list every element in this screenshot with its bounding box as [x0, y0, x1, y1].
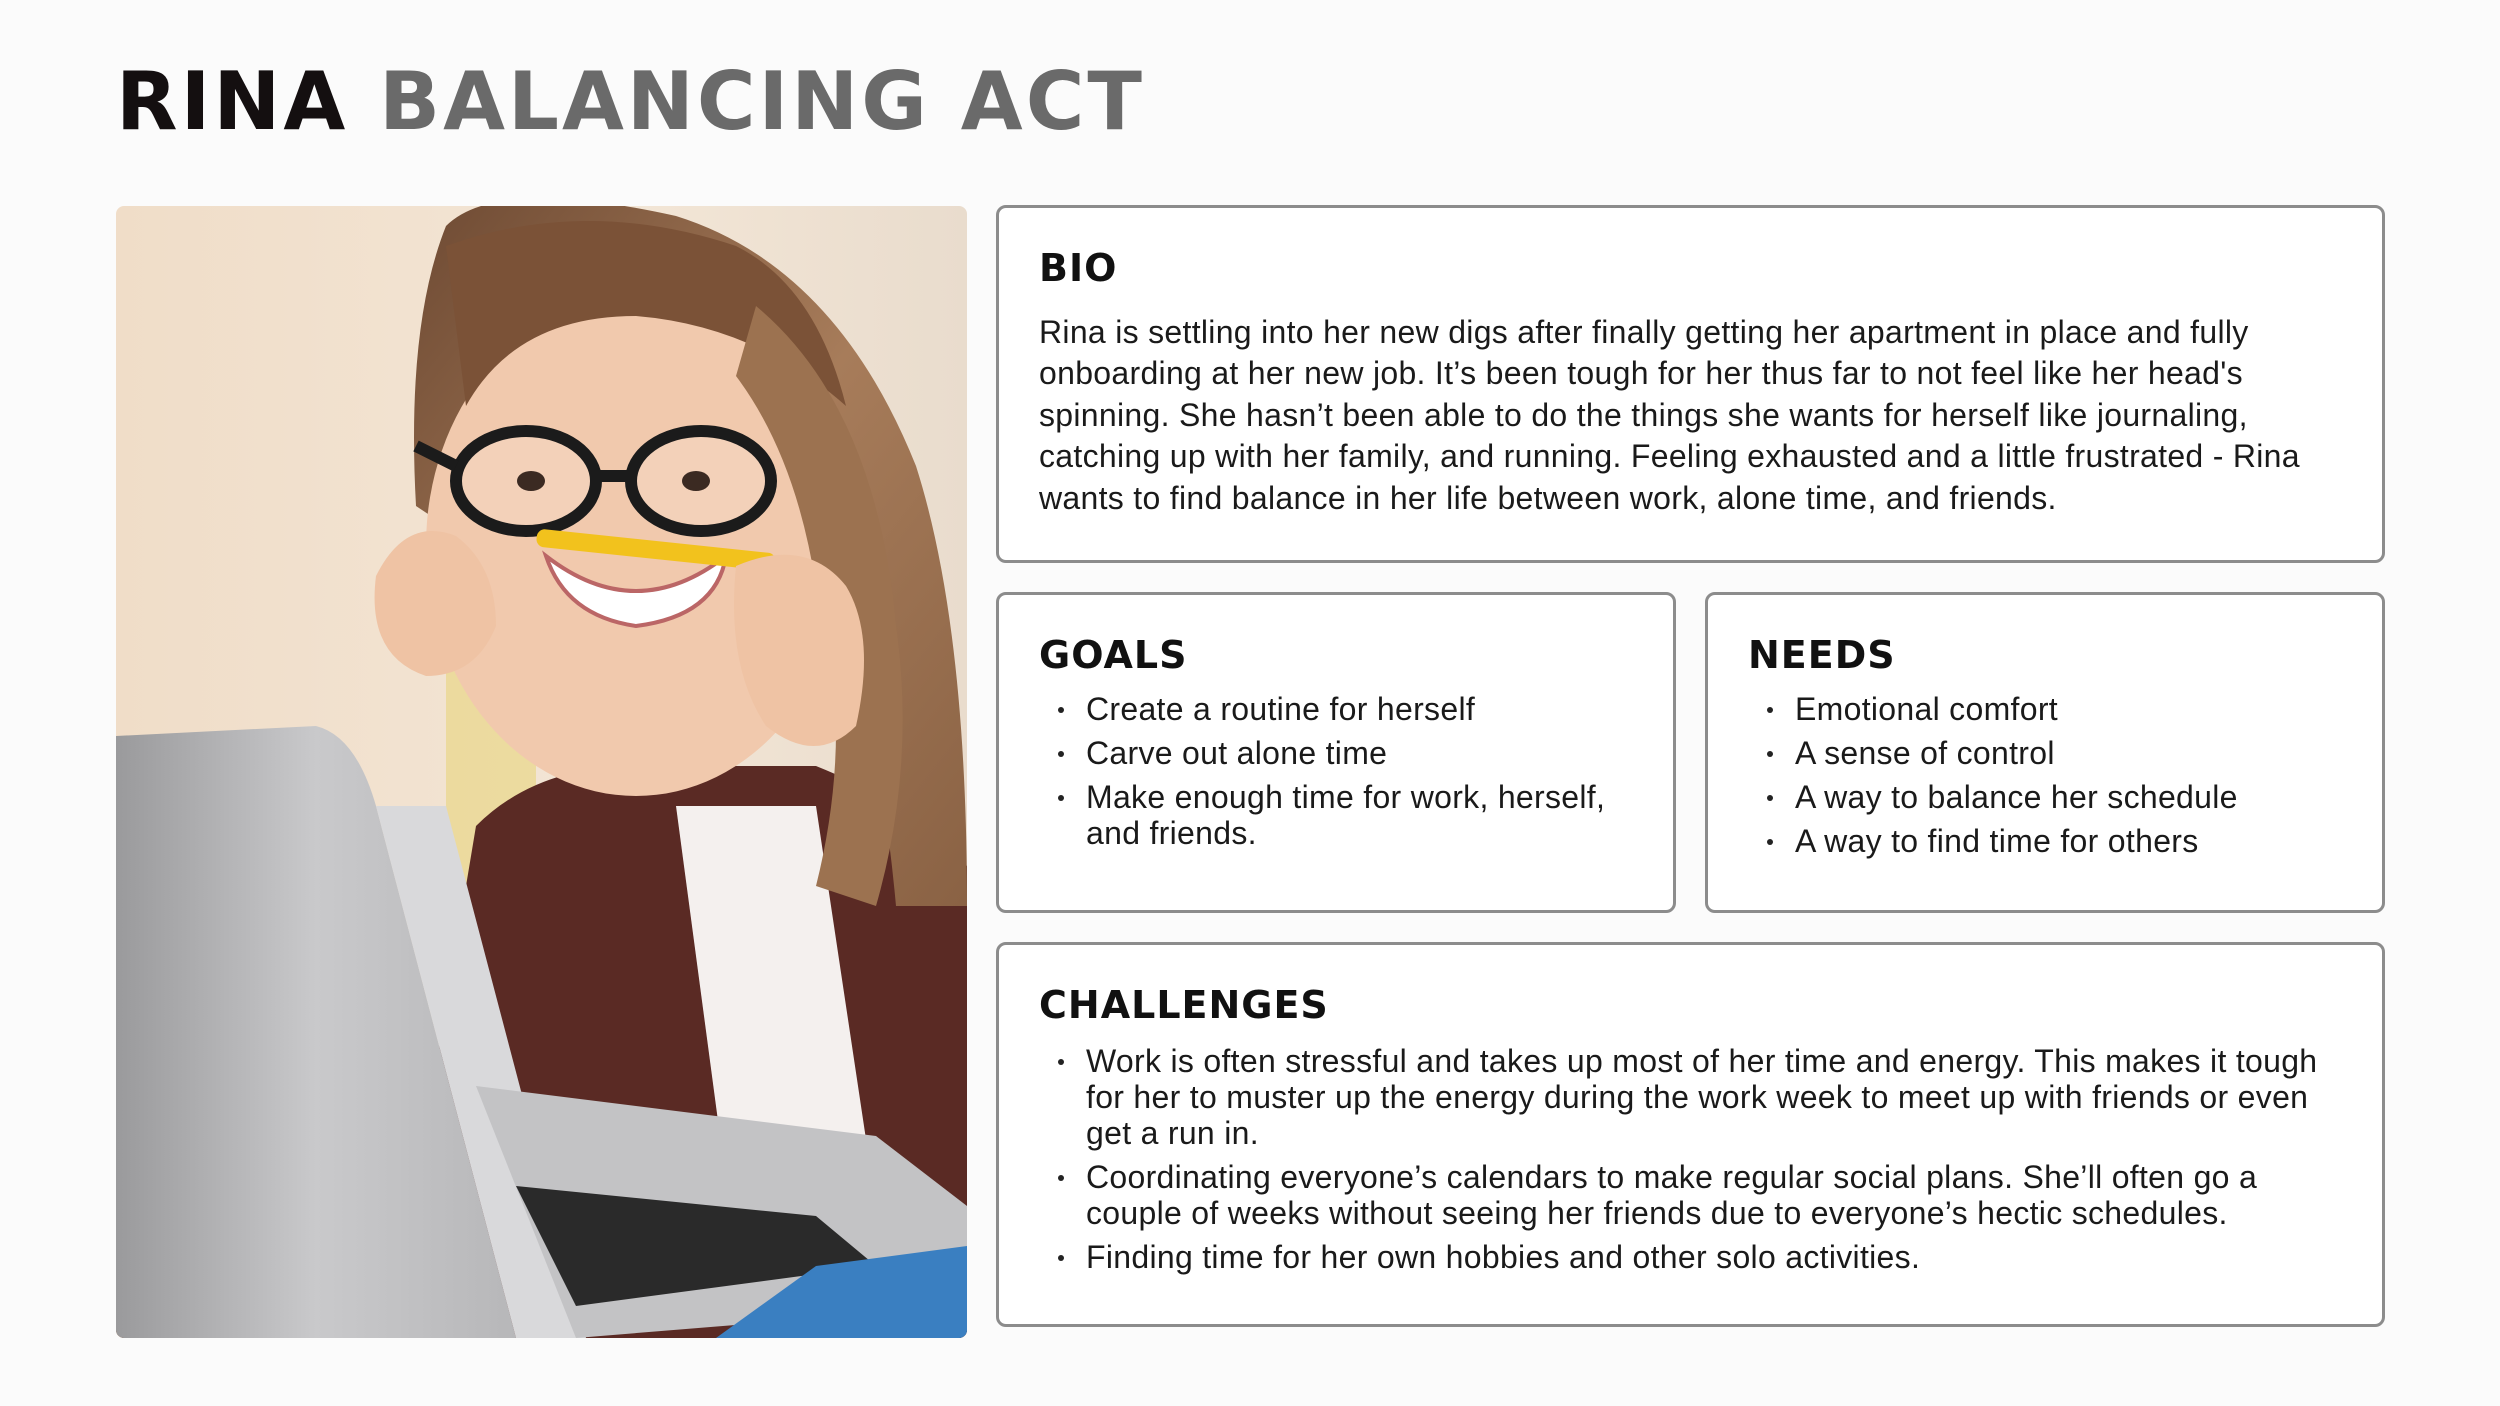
bio-card — [996, 205, 2385, 563]
challenge-item: Finding time for her own hobbies and other solo activities. — [1039, 1239, 2342, 1275]
bio-heading: BIO — [1039, 246, 1118, 290]
bio-text: Rina is settling into her new digs after finally getting her apartment in place and fully onboarding at her new job. It’s been tough for her thus far to not feel like her head's spinning. She hasn’t been able to do the things she wants for herself like journaling, catching up with her family, and running. Feeling exhausted and a little frustrated - Rina wants to find balance in her life between work, alone time, and friends. — [1039, 313, 2300, 516]
challenges-heading: CHALLENGES — [1039, 983, 1329, 1027]
persona-photo — [116, 206, 967, 1338]
needs-list — [1748, 691, 2342, 859]
goal-item: Carve out alone time — [1039, 735, 1633, 771]
goal-item: Make enough time for work, herself, and friends. — [1039, 779, 1633, 851]
goals-card — [996, 592, 1676, 913]
needs-card — [1705, 592, 2385, 913]
need-item: A sense of control — [1748, 735, 2342, 771]
need-item: A way to find time for others — [1748, 823, 2342, 859]
challenge-item: Coordinating everyone’s calendars to make regular social plans. She’ll often go a couple of weeks without seeing her friends due to everyone’s hectic schedules. — [1039, 1159, 2342, 1231]
needs-heading: NEEDS — [1748, 633, 1896, 677]
goals-list — [1039, 691, 1633, 851]
challenges-list — [1039, 1043, 2342, 1275]
challenge-item: Work is often stressful and takes up most of her time and energy. This makes it tough for her to muster up the energy during the work week to meet up with friends or even get a run in. — [1039, 1043, 2342, 1151]
goal-item: Create a routine for herself — [1039, 691, 1633, 727]
need-item: Emotional comfort — [1748, 691, 2342, 727]
challenges-card — [996, 942, 2385, 1327]
need-item: A way to balance her schedule — [1748, 779, 2342, 815]
persona-subtitle: BALANCING ACT — [379, 55, 1145, 148]
persona-name: RINA — [116, 55, 349, 148]
goals-heading: GOALS — [1039, 633, 1188, 677]
page-title — [116, 55, 1145, 148]
